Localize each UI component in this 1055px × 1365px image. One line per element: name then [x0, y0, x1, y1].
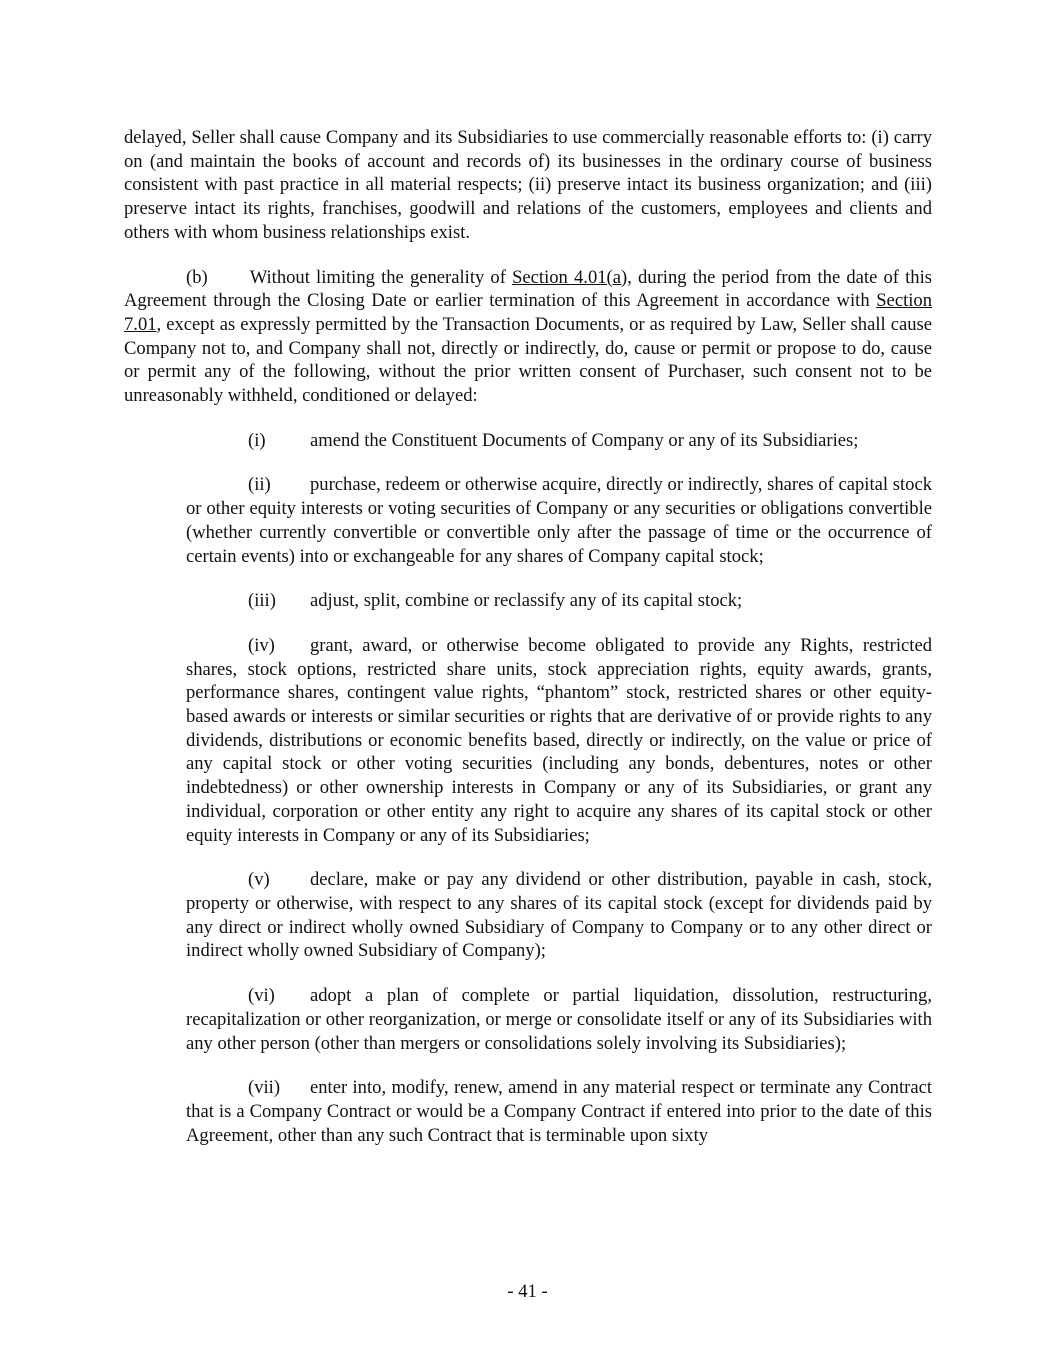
section-b-text-3: , except as expressly permitted by the Transaction Documents, or as required by Law, Seller shall cause Company not to, and Company shall not, directly or indirectly, do, cause or permit or propose to do, cause or permit any of the following, without the prior written consent of Purchaser, such consent not to be unreasonably withheld, conditioned or delayed:: [124, 313, 932, 407]
clause-text: enter into, modify, renew, amend in any material respect or terminate any Contract that is a Company Contract or would be a Company Contract if entered into prior to the date of this Agreement, other than any such Contract that is terminable upon sixty: [186, 1077, 932, 1146]
clause-text: grant, award, or otherwise become obligated to provide any Rights, restricted shares, stock options, restricted share units, stock appreciation rights, equity awards, grants, performance shares, contingent value rights, “phantom” stock, restricted shares or other equity-based awards or interests or similar securities or rights that are derivative of or provide rights to any dividends, distributions or economic benefits based, directly or indirectly, on the value or price of any capital stock or other voting securities (including any bonds, debentures, notes or other indebtedness) or other ownership interests in Company or any of its Subsidiaries, or grant any individual, corporation or other entity any right to acquire any shares of its capital stock or other equity interests in Company or any of its Subsidiaries;: [186, 634, 932, 846]
clause-text: amend the Constituent Documents of Company or any of its Subsidiaries;: [310, 429, 859, 451]
paragraph-continuation: delayed, Seller shall cause Company and its Subsidiaries to use commercially reasonable efforts to: (i) carry on (and maintain the books of account and records of) its businesses in the ordinary course of business consistent with past practice in all material respects; (ii) preserve intact its business organization; and (iii) preserve intact its rights, franchises, goodwill and relations of the customers, employees and clients and others with whom business relationships exist.: [124, 127, 932, 243]
clause-number: (v): [248, 869, 270, 891]
section-b-number: (b): [186, 266, 208, 288]
clause-number: (iv): [248, 634, 275, 656]
section-b-text-1: Without limiting the generality of: [249, 266, 513, 288]
section-4-01-b: [124, 266, 932, 408]
clause-text: adjust, split, combine or reclassify any of its capital stock;: [310, 590, 743, 612]
clause-number: (vi): [248, 985, 275, 1007]
clause-vi: [186, 984, 932, 1055]
clause-iii: [186, 589, 932, 613]
clause-iv: [186, 634, 932, 847]
section-7-01-reference[interactable]: Section 7.01: [124, 290, 932, 335]
clause-i: [186, 429, 932, 453]
document-page: [124, 126, 932, 1168]
section-b-text-2: , during the period from the date of this Agreement through the Closing Date or earlier termination of this Agreement in accordance with: [124, 266, 932, 312]
clause-text: purchase, redeem or otherwise acquire, directly or indirectly, shares of capital stock or other equity interests or voting securities of Company or any securities or obligations convertible (whether currently convertible or convertible only after the passage of time or the occurrence of certain events) into or exchangeable for any shares of Company capital stock;: [186, 474, 932, 567]
section-4-01-a-reference[interactable]: Section 4.01(a): [512, 266, 628, 288]
clause-text: adopt a plan of complete or partial liquidation, dissolution, restructuring, recapitalization or other reorganization, or merge or consolidate itself or any of its Subsidiaries with any other person (other than mergers or consolidations solely involving its Subsidiaries);: [186, 985, 932, 1054]
clause-number: (ii): [248, 474, 271, 496]
page-number: - 41 -: [507, 1281, 548, 1302]
clause-text: declare, make or pay any dividend or other distribution, payable in cash, stock, property or otherwise, with respect to any shares of its capital stock (except for dividends paid by any direct or indirect wholly owned Subsidiary of Company to Company or to any other direct or indirect wholly owned Subsidiary of Company);: [186, 869, 932, 962]
clause-vii: [186, 1076, 932, 1147]
clause-number: (vii): [248, 1077, 281, 1099]
clause-number: (i): [248, 429, 266, 451]
clause-v: [186, 868, 932, 963]
clause-ii: [186, 473, 932, 568]
clause-number: (iii): [248, 590, 276, 612]
